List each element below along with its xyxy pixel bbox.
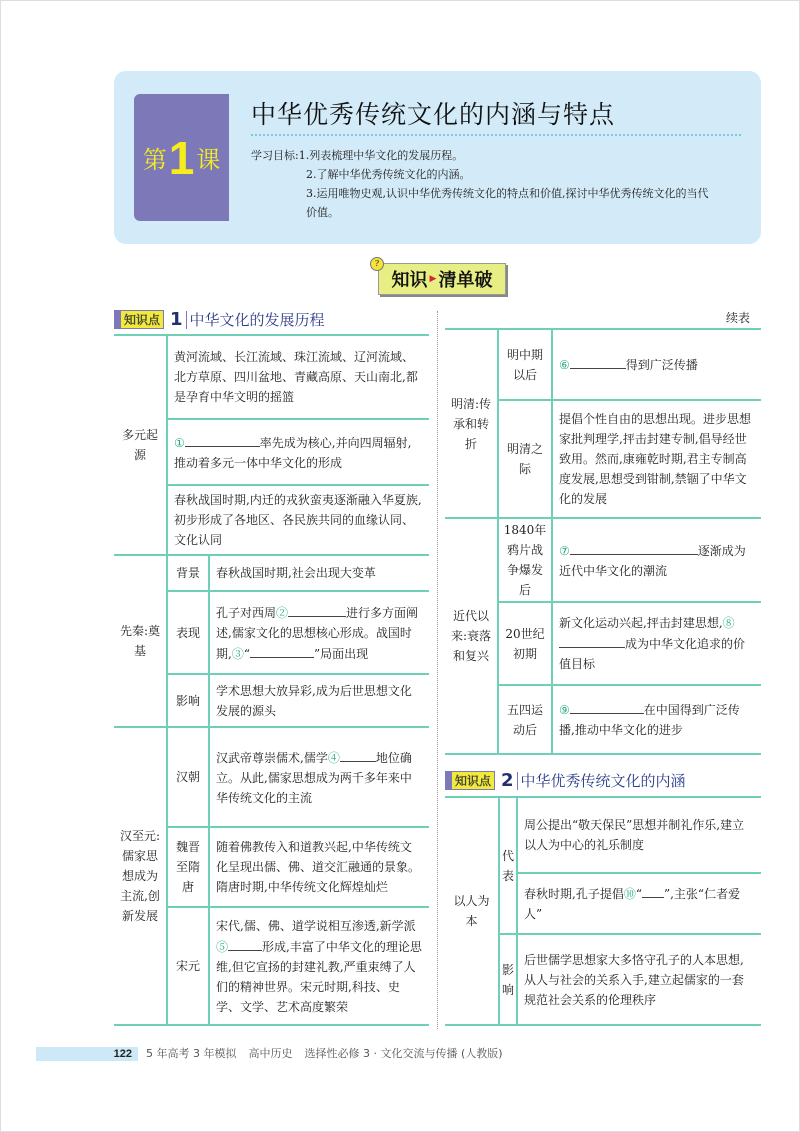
objective: 2.了解中华优秀传统文化的内涵。 (306, 168, 471, 181)
page-number: 122 (36, 1047, 138, 1061)
continued-label: 续表 (726, 311, 751, 325)
cell-text: 在中国得到广泛传播,推动中华文化的进步 (559, 703, 740, 737)
cell-text: ⑦ (559, 543, 570, 558)
objective: 1.列表梳理中华文化的发展历程。 (298, 149, 464, 162)
history-table (114, 334, 429, 1026)
cell-text: ③ (231, 646, 244, 661)
cell: 后世儒学思想家大多恪守孔子的人本思想,从人与社会的关系入手,建立起儒家的一套规范社会关系的伦理秩序 (517, 934, 761, 1025)
triangle-icon: ▶ (429, 274, 437, 284)
kp-number: 2 (501, 770, 514, 791)
cell (517, 873, 761, 934)
row-label: 多元起源 (114, 335, 167, 555)
cell (552, 685, 761, 754)
cell (552, 602, 761, 685)
cell-text: 汉武帝尊崇儒术,儒学 (216, 750, 328, 765)
row-label: 以人为本 (445, 797, 499, 1025)
row-label: 近代以来:衰落和复兴 (445, 518, 498, 754)
cell-text: 宋代,儒、佛、道学说相互渗透,新学派 (216, 918, 416, 933)
subject: 高中历史 (248, 1047, 293, 1060)
cell-text: ⑥ (559, 358, 570, 372)
learning-objectives (251, 146, 709, 222)
objective: 价值。 (306, 206, 339, 219)
fill-blank[interactable] (570, 354, 626, 369)
knowledge-point-2 (445, 770, 686, 791)
cell-text: 新文化运动兴起,抨击封建思想, (559, 616, 723, 630)
footer (146, 1047, 515, 1061)
divider (251, 134, 741, 136)
cell: 春秋战国时期,社会出现大变革 (209, 555, 429, 591)
cell-text: “ (635, 887, 642, 901)
book-title: 选择性必修 3 · 文化交流与传播 (人教版) (304, 1047, 503, 1060)
cell: 春秋战国时期,内迁的戎狄蛮夷逐渐融入华夏族,初步形成了各地区、各民族共同的血缘认同、文化认同 (167, 485, 429, 555)
kp-tag: 知识点 (445, 771, 495, 790)
history-table-continued (445, 328, 761, 755)
sub-label: 宋元 (167, 907, 209, 1025)
cell (209, 591, 429, 674)
lesson-suffix: 课 (196, 147, 221, 174)
cell-text: ”,主张“仁者爱人” (524, 887, 741, 921)
sub-label: 1840年鸦片战争爆发后 (498, 518, 552, 602)
badge-right: 清单破 (438, 270, 493, 291)
cell-text: 地位确立。从此,儒家思想成为两千多年来中华传统文化的主流 (216, 750, 412, 805)
cell-text: “ (243, 646, 250, 661)
badge-left: 知识 (391, 270, 428, 291)
fill-blank[interactable] (288, 602, 346, 617)
cell-text: ④ (327, 750, 340, 765)
kp-number: 1 (170, 309, 183, 330)
objectives-label: 学习目标: (251, 149, 299, 162)
knowledge-point-1 (114, 309, 325, 330)
fill-blank[interactable] (570, 540, 698, 555)
sub-label: 汉朝 (167, 727, 209, 827)
cell (167, 419, 429, 485)
cell-text: 春秋时期,孔子提倡 (524, 887, 624, 901)
cell-text: ① (174, 435, 185, 450)
cell-text: ⑤ (216, 939, 229, 954)
fill-blank[interactable] (642, 883, 664, 898)
cell (552, 518, 761, 602)
row-label: 先秦:奠基 (114, 555, 167, 727)
row-label: 明清:传承和转折 (445, 329, 498, 518)
sub-label: 明清之际 (498, 400, 552, 518)
cell-text: ⑨ (559, 703, 570, 717)
sub-label: 背景 (167, 555, 209, 591)
fill-blank[interactable] (559, 633, 625, 648)
cell: 提倡个性自由的思想出现。进步思想家批判理学,抨击封建专制,倡导经世致用。然而,康雍乾时期,君主专制高度发展,思想受到钳制,禁锢了中华文化的发展 (552, 400, 761, 518)
cell-text: ⑩ (623, 887, 636, 901)
cell-text: ”局面出现 (313, 646, 369, 661)
bulb-icon: ? (370, 257, 384, 271)
lesson-prefix: 第 (142, 147, 167, 174)
cell: 随着佛教传入和道教兴起,中华传统文化呈现出儒、佛、道交汇融通的景象。隋唐时期,中华传统文化辉煌灿烂 (209, 827, 429, 907)
sub-label: 明中期以后 (498, 329, 552, 400)
lesson-number-badge (134, 94, 229, 221)
sub-label: 代表 (499, 797, 517, 934)
section-badge (378, 263, 506, 295)
cell-text: 逐渐成为近代中华文化的潮流 (559, 543, 746, 578)
cell: 学术思想大放异彩,成为后世思想文化发展的源头 (209, 674, 429, 727)
lesson-title: 中华优秀传统文化的内涵与特点 (251, 101, 616, 129)
cell: 黄河流域、长江流域、珠江流域、辽河流域、北方草原、四川盆地、青藏高原、天山南北,都是孕育中华文明的摇篮 (167, 335, 429, 419)
fill-blank[interactable] (250, 643, 314, 658)
series-name: 5 年高考 3 年模拟 (146, 1047, 237, 1060)
objective: 3.运用唯物史观,认识中华优秀传统文化的特点和价值,探讨中华优秀传统文化的当代 (306, 187, 709, 200)
fill-blank[interactable] (570, 699, 644, 714)
connotation-table (445, 796, 761, 1026)
cell-text: 形成,丰富了中华文化的理论思维,但它宣扬的封建礼教,严重束缚了人们的精神世界。宋元时期,科技、史学、文学、艺术高度繁荣 (216, 939, 422, 1014)
cell-text: ⑧ (722, 616, 735, 630)
row-label: 汉至元:儒家思想成为主流,创新发展 (114, 727, 167, 1025)
sub-label: 20世纪初期 (498, 602, 552, 685)
kp-tag: 知识点 (114, 310, 164, 329)
kp-title: 中华优秀传统文化的内涵 (520, 772, 686, 790)
sub-label: 表现 (167, 591, 209, 674)
cell (552, 329, 761, 400)
cell-text: ② (276, 605, 289, 620)
fill-blank[interactable] (340, 747, 376, 762)
sub-label: 影响 (167, 674, 209, 727)
cell (209, 727, 429, 827)
cell-text: 孔子对西周 (216, 605, 277, 620)
cell-text: 率先成为核心,并向四周辐射,推动着多元一体中华文化的形成 (174, 435, 412, 470)
sub-label: 五四运动后 (498, 685, 552, 754)
fill-blank[interactable] (228, 936, 262, 951)
cell (209, 907, 429, 1025)
cell: 周公提出“敬天保民”思想并制礼作乐,建立以人为中心的礼乐制度 (517, 797, 761, 873)
cell-text: 进行多方面阐述,儒家文化的思想核心形成。战国时期, (216, 605, 419, 661)
sub-label: 魏晋至隋唐 (167, 827, 209, 907)
cell-text: 得到广泛传播 (625, 358, 698, 372)
sub-label: 影响 (499, 934, 517, 1025)
column-divider (437, 311, 438, 1029)
fill-blank[interactable] (185, 432, 260, 447)
lesson-number: 1 (168, 131, 195, 184)
cell-text: 成为中华文化追求的价值目标 (559, 637, 746, 671)
kp-title: 中华文化的发展历程 (189, 311, 325, 329)
